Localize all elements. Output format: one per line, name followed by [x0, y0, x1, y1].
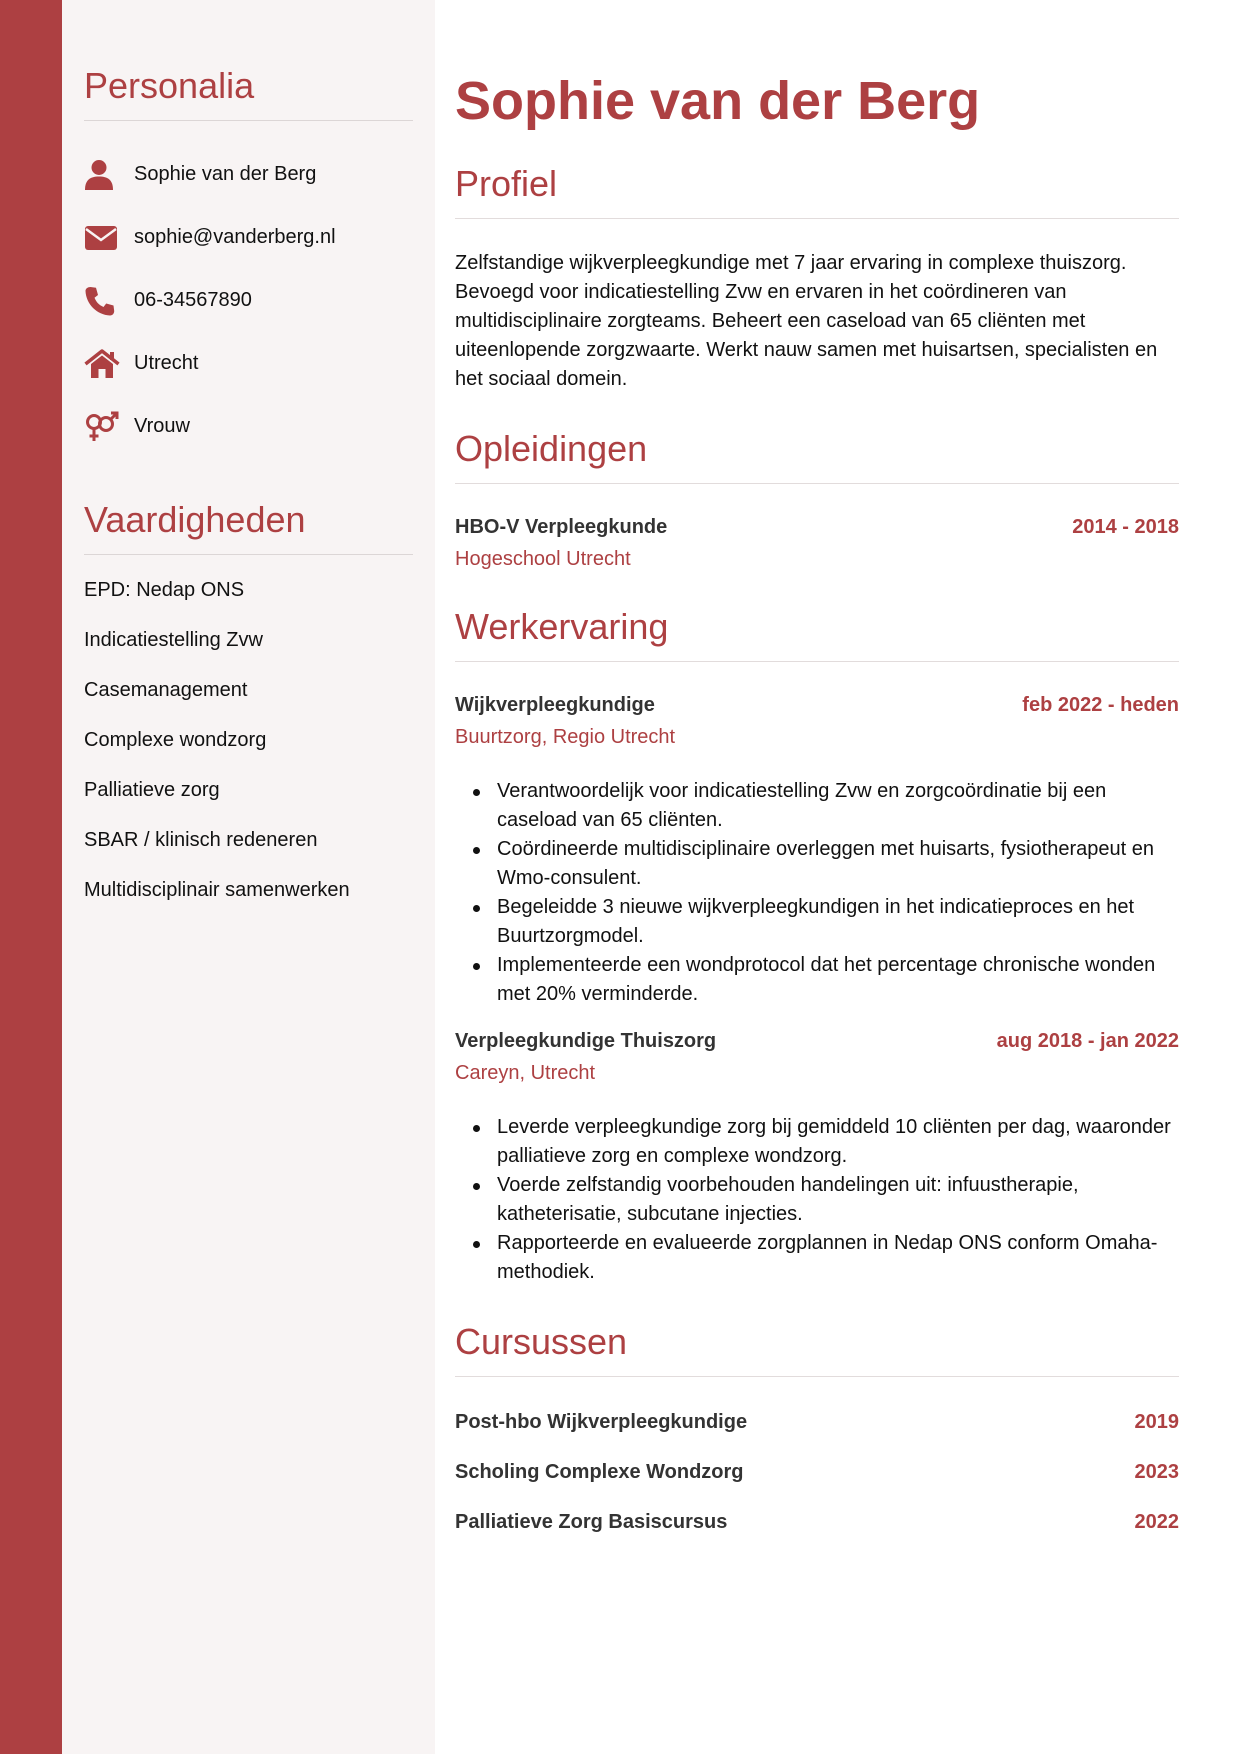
skills-heading: Vaardigheden: [84, 499, 306, 540]
entry-date: 2014 - 2018: [1072, 516, 1179, 538]
skill-list: [84, 565, 413, 915]
skill-item: Palliatieve zorg: [84, 779, 220, 801]
contact-phone: [84, 269, 413, 332]
skill-item: Casemanagement: [84, 679, 248, 701]
course-title: Scholing Complexe Wondzorg: [455, 1461, 744, 1483]
sidebar: [62, 0, 435, 1754]
divider: [455, 218, 1179, 219]
divider: [84, 554, 413, 555]
accent-bar: [0, 0, 62, 1754]
course-title: Post-hbo Wijkverpleegkundige: [455, 1411, 748, 1433]
divider: [84, 120, 413, 121]
entry-school: Hogeschool Utrecht: [455, 548, 631, 570]
courses-section: [455, 1320, 1179, 1547]
bullet-item: Coördineerde multidisciplinaire overleggen met huisarts, fysiotherapeut en Wmo-consulent.: [471, 835, 1179, 893]
profile-text: Zelfstandige wijkverpleegkundige met 7 jaar ervaring in complexe thuiszorg. Bevoegd voor indicatiestelling Zvw en ervaren in het coördineren van multidisciplinaire zorgteams. Beheert een caseload van 65 cliënten met uiteenlopende zorgzwaarte. Werkt nauw samen met huisartsen, specialisten en het sociaal domein.: [455, 252, 1158, 390]
divider: [455, 1376, 1179, 1377]
skill-item: EPD: Nedap ONS: [84, 579, 245, 601]
contact-gender-text: Vrouw: [134, 415, 190, 437]
entry-header: [455, 694, 1179, 717]
candidate-name: Sophie van der Berg: [455, 71, 981, 131]
entry-title: HBO-V Verpleegkunde: [455, 516, 668, 538]
experience-section: [455, 605, 1179, 1287]
skill-item: Complexe wondzorg: [84, 729, 267, 751]
bullet-item: Leverde verpleegkundige zorg bij gemiddeld 10 cliënten per dag, waaronder palliatieve zorg en complexe wondzorg.: [471, 1113, 1179, 1171]
contact-name: [84, 143, 413, 206]
entry-header: [455, 516, 1179, 539]
main-content: [435, 0, 1241, 1754]
divider: [455, 483, 1179, 484]
bullet-item: Begeleidde 3 nieuwe wijkverpleegkundigen in het indicatieproces en het Buurtzorgmodel.: [471, 893, 1179, 951]
course-year: 2022: [1134, 1511, 1179, 1533]
course-list: [455, 1397, 1179, 1547]
courses-heading: Cursussen: [455, 1321, 628, 1362]
experience-entry: [455, 694, 1179, 1009]
contact-email: [84, 206, 413, 269]
profile-heading: Profiel: [455, 163, 558, 204]
course-year: 2019: [1134, 1411, 1179, 1433]
entry-title: Wijkverpleegkundige: [455, 694, 655, 716]
phone-icon: [84, 284, 122, 318]
entry-org: Buurtzorg, Regio Utrecht: [455, 726, 676, 748]
experience-heading: Werkervaring: [455, 606, 669, 647]
entry-date: aug 2018 - jan 2022: [996, 1030, 1179, 1052]
divider: [455, 661, 1179, 662]
contact-gender: [84, 395, 413, 458]
entry-org: Careyn, Utrecht: [455, 1062, 596, 1084]
course-year: 2023: [1134, 1461, 1179, 1483]
contact-list: [84, 143, 413, 458]
contact-location: [84, 332, 413, 395]
course-item: [455, 1447, 1179, 1497]
education-section: [455, 427, 1179, 571]
bullet-list: [471, 1113, 1179, 1287]
bullet-item: Voerde zelfstandig voorbehouden handelingen uit: infuustherapie, katheterisatie, subcutane injecties.: [471, 1171, 1179, 1229]
gender-icon: [84, 410, 122, 444]
envelope-icon: [84, 221, 122, 255]
skill-item: SBAR / klinisch redeneren: [84, 829, 318, 851]
entry-header: [455, 1030, 1179, 1053]
contact-name-text: Sophie van der Berg: [134, 163, 317, 185]
entry-title: Verpleegkundige Thuiszorg: [455, 1030, 717, 1052]
course-item: [455, 1497, 1179, 1547]
home-icon: [84, 347, 122, 381]
bullet-item: Verantwoordelijk voor indicatiestelling Zvw en zorgcoördinatie bij een caseload van 65 cliënten.: [471, 777, 1179, 835]
contact-email-text: sophie@vanderberg.nl: [134, 226, 336, 248]
profile-section: [455, 162, 1179, 394]
personalia-heading: Personalia: [84, 65, 255, 106]
course-title: Palliatieve Zorg Basiscursus: [455, 1511, 728, 1533]
contact-phone-text: 06-34567890: [134, 289, 252, 311]
experience-entry: [455, 1030, 1179, 1287]
education-heading: Opleidingen: [455, 428, 648, 469]
entry-date: feb 2022 - heden: [1022, 694, 1179, 716]
user-icon: [84, 158, 122, 192]
bullet-item: Rapporteerde en evalueerde zorgplannen in Nedap ONS conform Omaha-methodiek.: [471, 1229, 1179, 1287]
education-entry: [455, 516, 1179, 571]
skill-item: Indicatiestelling Zvw: [84, 629, 263, 651]
bullet-list: [471, 777, 1179, 1009]
contact-location-text: Utrecht: [134, 352, 199, 374]
skill-item: Multidisciplinair samenwerken: [84, 879, 350, 901]
bullet-item: Implementeerde een wondprotocol dat het percentage chronische wonden met 20% verminderde.: [471, 951, 1179, 1009]
course-item: [455, 1397, 1179, 1447]
